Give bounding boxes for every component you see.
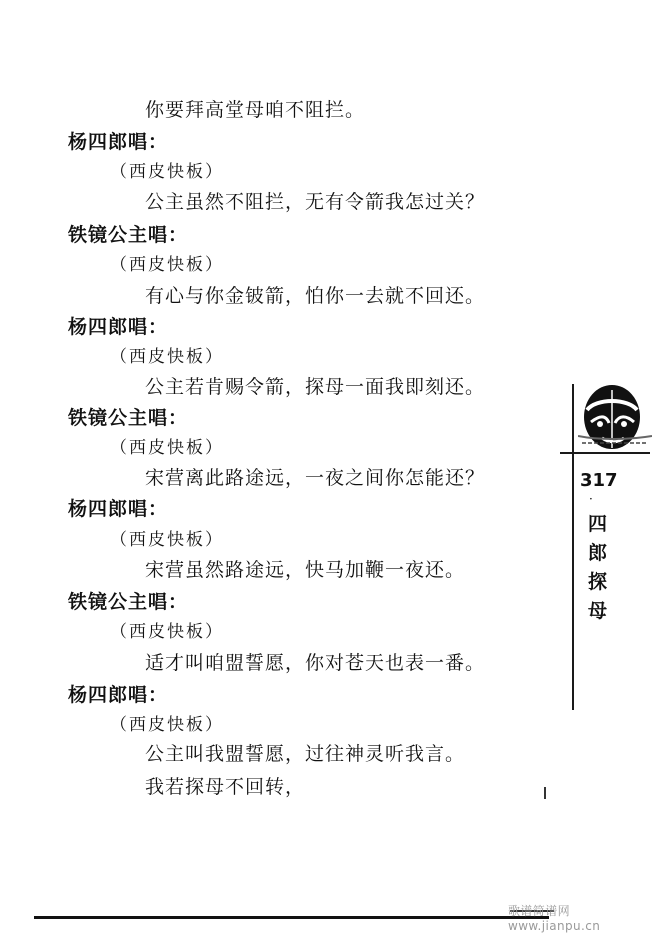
speaker-label: 杨四郎唱：: [68, 131, 169, 153]
page-number-dot: ·: [589, 492, 593, 506]
running-title: [588, 510, 607, 626]
running-title-char: 探: [588, 571, 608, 593]
speaker-label: 杨四郎唱：: [68, 498, 169, 520]
lyric-line: 公主虽然不阻拦，无有令箭我怎过关？: [145, 191, 486, 213]
tune-marker: （西皮快板）: [110, 715, 224, 735]
speaker-label: 铁镜公主唱：: [68, 224, 189, 246]
lyric-line: 你要拜高堂母咱不阻拦。: [145, 99, 366, 121]
opera-mask-icon: [578, 380, 652, 456]
lyric-line: 有心与你金铍箭，怕你一去就不回还。: [145, 285, 486, 307]
print-mark: [544, 787, 546, 799]
running-title-char: 四: [588, 513, 608, 535]
speaker-label: 铁镜公主唱：: [68, 591, 189, 613]
tune-marker: （西皮快板）: [110, 255, 224, 275]
speaker-label: 铁镜公主唱：: [68, 407, 189, 429]
speaker-label: 杨四郎唱：: [68, 684, 169, 706]
speaker-label: 杨四郎唱：: [68, 316, 169, 338]
tune-marker: （西皮快板）: [110, 530, 224, 550]
tune-marker: （西皮快板）: [110, 438, 224, 458]
lyric-line: 公主叫我盟誓愿，过往神灵听我言。: [145, 743, 466, 765]
lyric-line: 宋营虽然路途远，快马加鞭一夜还。: [145, 559, 466, 581]
tune-marker: （西皮快板）: [110, 622, 224, 642]
page-number: 317: [580, 470, 618, 491]
running-title-char: 母: [588, 600, 608, 622]
bottom-rule: [34, 916, 549, 919]
tune-marker: （西皮快板）: [110, 347, 224, 367]
lyric-line: 公主若肯赐令箭，探母一面我即刻还。: [145, 376, 486, 398]
running-title-char: 郎: [588, 542, 608, 564]
lyric-line: 适才叫咱盟誓愿，你对苍天也表一番。: [145, 652, 486, 674]
margin-vertical-rule: [572, 384, 574, 710]
watermark: 歌谱简谱网www.jianpu.cn: [508, 904, 601, 933]
lyric-line: 我若探母不回转，: [145, 776, 306, 798]
tune-marker: （西皮快板）: [110, 162, 224, 182]
lyric-line: 宋营离此路途远，一夜之间你怎能还？: [145, 467, 486, 489]
